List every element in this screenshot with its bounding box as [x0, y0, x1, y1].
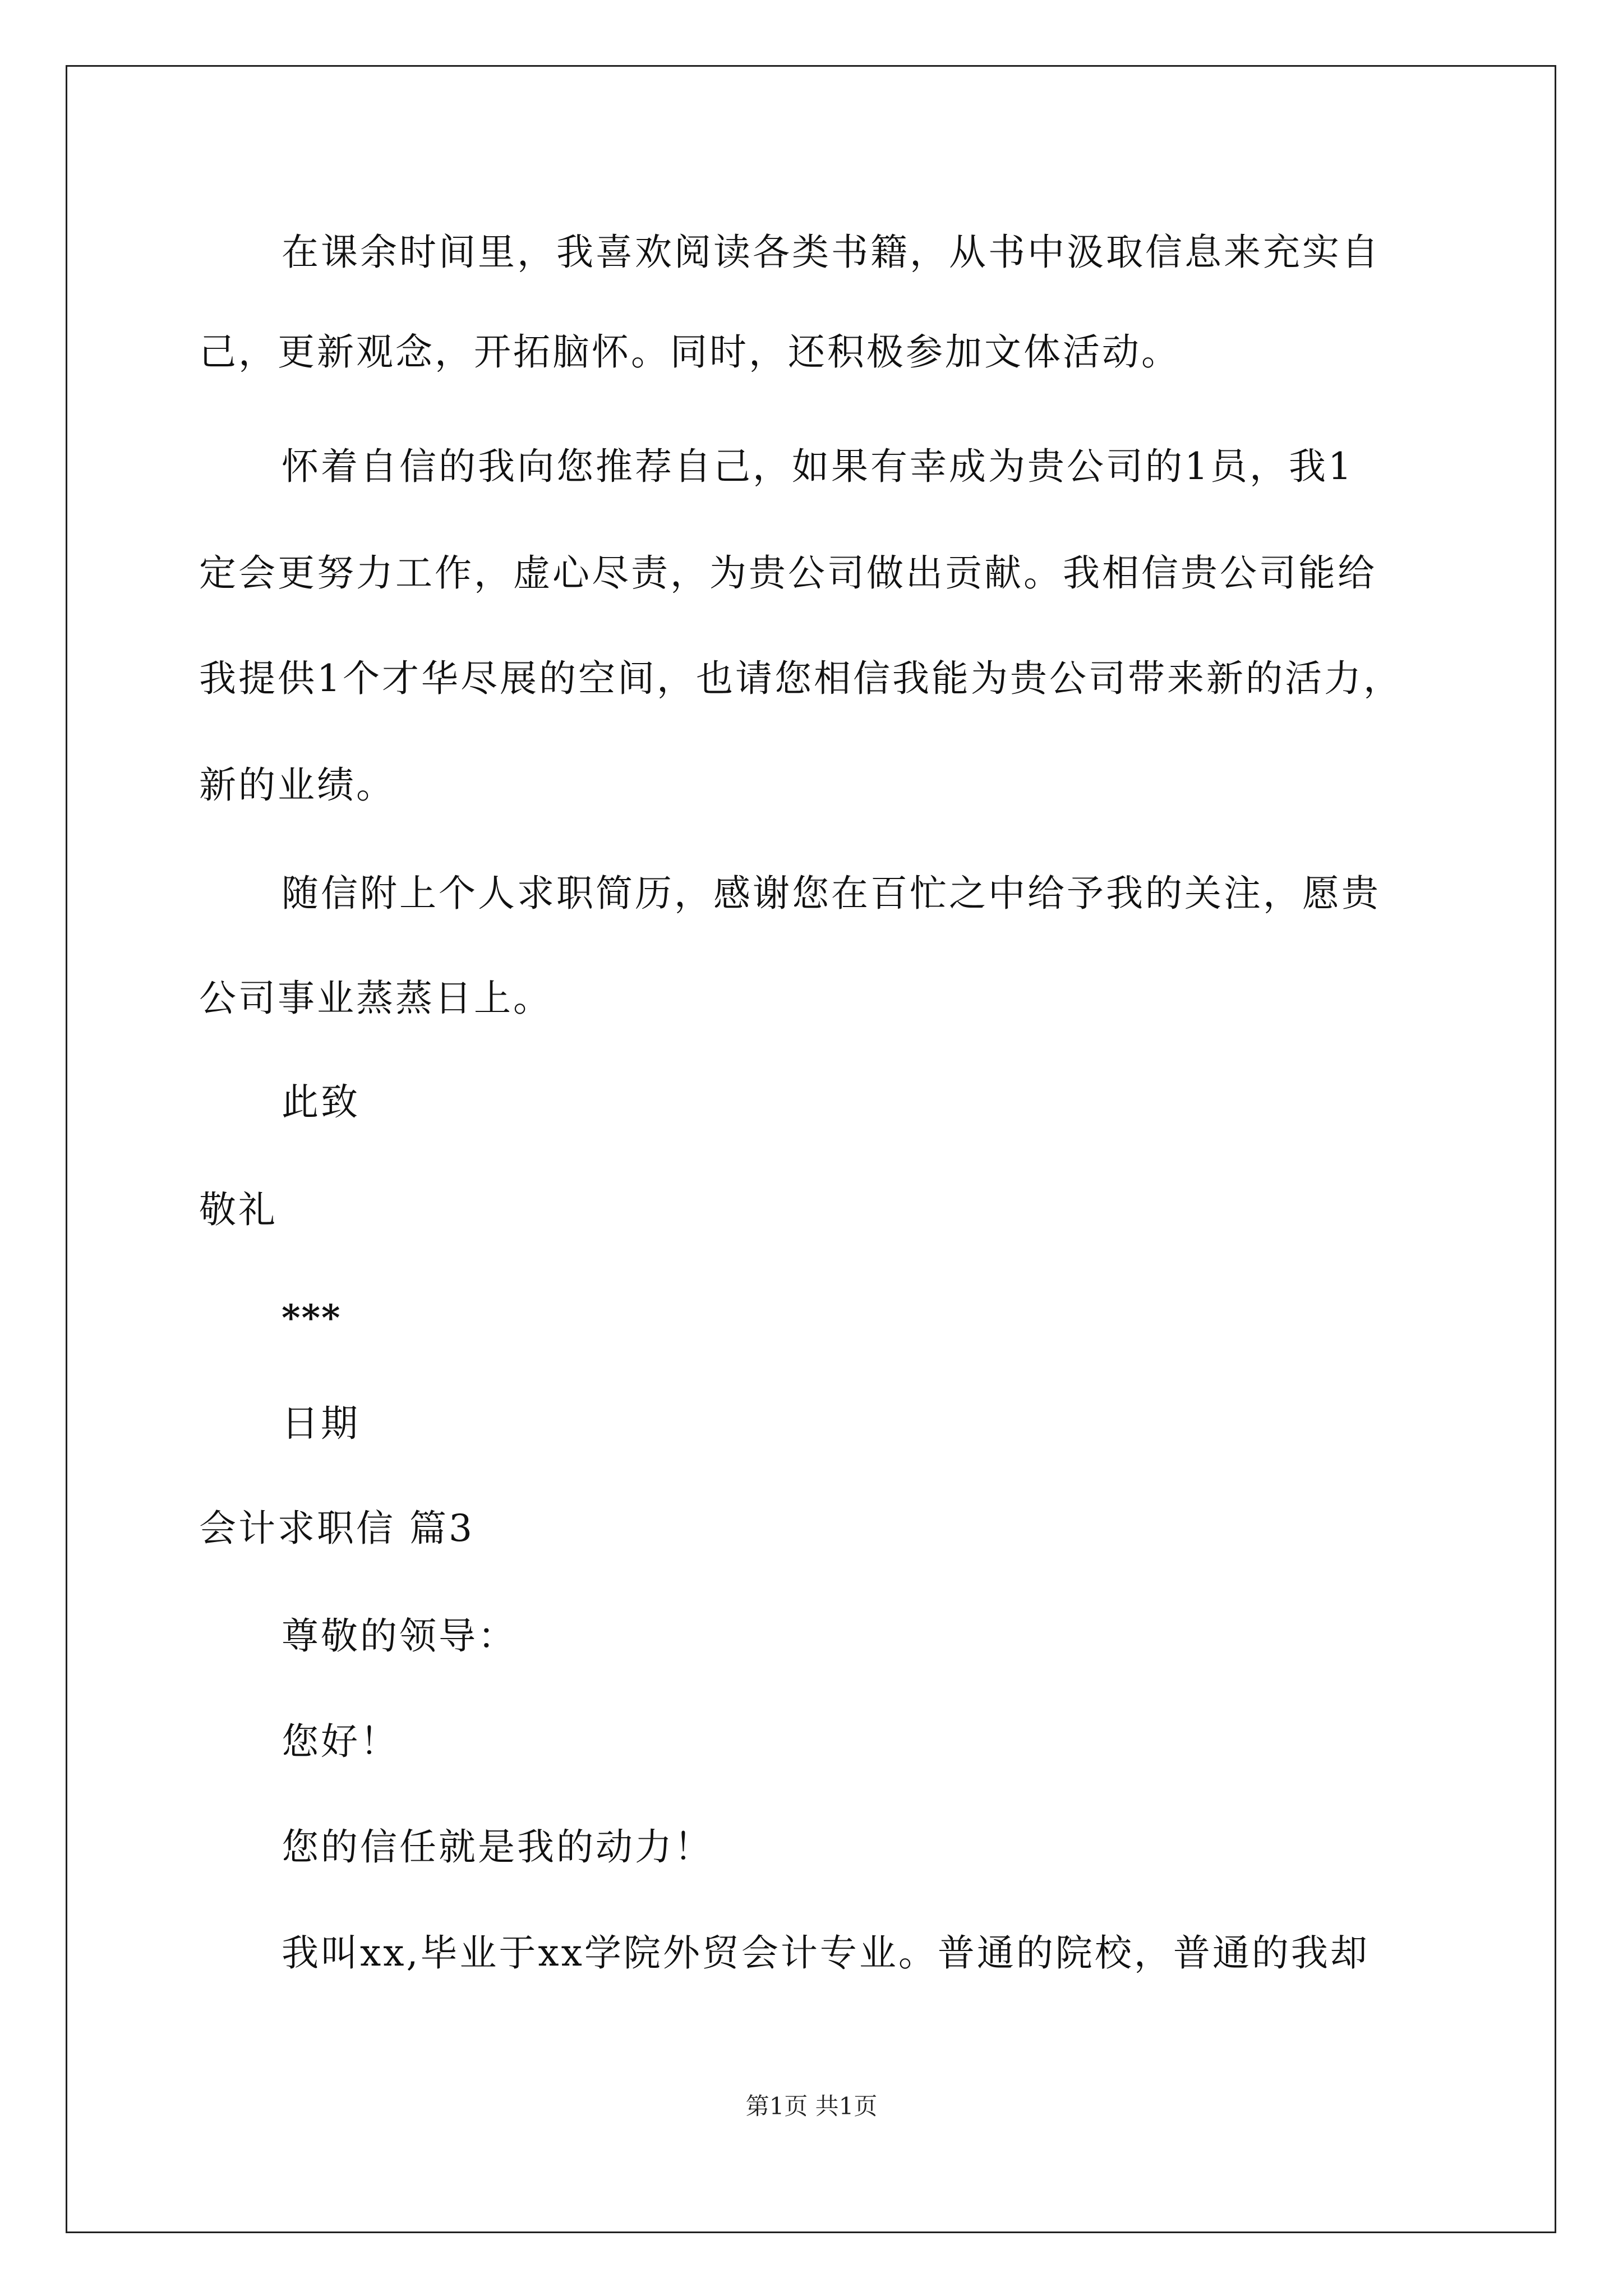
paragraph-line: 我叫xx,毕业于xx学院外贸会计专业。普通的院校，普通的我却 — [282, 1931, 1370, 1975]
salutation-line: 此致 — [282, 1080, 360, 1124]
page-footer: 第1页 共1页 — [745, 2092, 878, 2120]
paragraph-line: 己，更新观念，开拓脑怀。同时，还积极参加文体活动。 — [199, 330, 1181, 374]
paragraph-line: 怀着自信的我向您推荐自己，如果有幸成为贵公司的1员，我1 — [282, 445, 1354, 488]
paragraph-line: 公司事业蒸蒸日上。 — [199, 977, 552, 1020]
paragraph-line: 随信附上个人求职简历，感谢您在百忙之中给予我的关注，愿贵 — [282, 872, 1381, 915]
greeting-line: 您好！ — [282, 1720, 399, 1763]
paragraph-line: 新的业绩。 — [199, 763, 395, 807]
paragraph-line: 您的信任就是我的动力！ — [282, 1825, 713, 1869]
paragraph-line: 定会更努力工作，虚心尽责，为贵公司做出贡献。我相信贵公司能给 — [199, 551, 1377, 595]
section-heading: 会计求职信 篇3 — [199, 1507, 474, 1550]
signature-placeholder: *** — [282, 1297, 342, 1339]
paragraph-line: 在课余时间里，我喜欢阅读各类书籍，从书中汲取信息来充实自 — [282, 231, 1381, 274]
page-border — [66, 65, 1556, 2233]
salutation-line: 敬礼 — [199, 1188, 278, 1231]
paragraph-line: 我提供1个才华尽展的空间，也请您相信我能为贵公司带来新的活力， — [199, 657, 1403, 700]
date-line: 日期 — [282, 1402, 360, 1445]
greeting-line: 尊敬的领导： — [282, 1614, 517, 1658]
